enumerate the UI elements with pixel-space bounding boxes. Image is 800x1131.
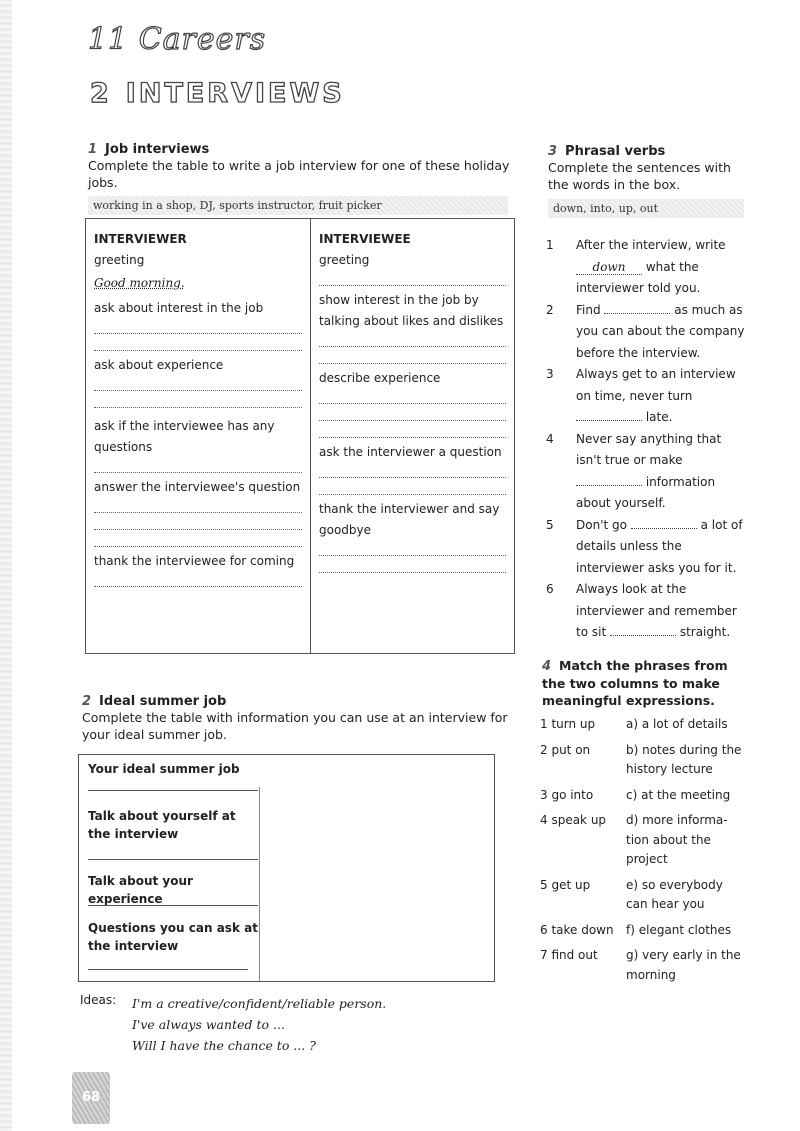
answer-line[interactable] bbox=[94, 500, 302, 513]
sentence-end: straight. bbox=[679, 625, 731, 639]
match-right: d) more informa-tion about the project bbox=[626, 813, 728, 866]
sentence-start: After the interview, write bbox=[576, 238, 726, 252]
word-box: down, into, up, out bbox=[548, 199, 744, 218]
match-left: 1 turn up bbox=[540, 717, 596, 731]
section-title-text: INTERVIEWS bbox=[125, 78, 345, 109]
match-row bbox=[540, 876, 760, 915]
match-right: e) so everybody can hear you bbox=[626, 877, 723, 911]
sentence-start: Never say anything that isn't true or make bbox=[576, 431, 722, 467]
row-divider bbox=[88, 859, 258, 860]
sentence bbox=[546, 429, 746, 515]
answer-line[interactable] bbox=[319, 560, 506, 573]
sentence-end: late. bbox=[645, 410, 673, 424]
answer-line[interactable] bbox=[94, 395, 302, 408]
prompt: ask if the interviewee has any questions bbox=[94, 419, 275, 454]
prompt: thank the interviewer and say goodbye bbox=[319, 502, 500, 537]
answer-line[interactable] bbox=[319, 465, 506, 478]
row-label: Questions you can ask at the interview bbox=[88, 921, 258, 953]
match-right: c) at the meeting bbox=[626, 787, 731, 802]
answer-blank[interactable] bbox=[604, 301, 670, 314]
match-left: 5 get up bbox=[540, 877, 591, 892]
prompt: greeting bbox=[319, 253, 370, 267]
summer-job-table bbox=[78, 754, 495, 982]
section-number: 2 bbox=[90, 78, 112, 109]
sentence-number: 4 bbox=[546, 431, 554, 446]
match-row bbox=[540, 741, 760, 780]
sentence bbox=[546, 579, 746, 644]
sentence-end: a lot of details unless the interviewer asks you for it. bbox=[576, 517, 743, 575]
answer-blank[interactable] bbox=[576, 408, 642, 421]
sentence-end: what the interviewer told you. bbox=[576, 259, 701, 295]
prompt: ask the interviewer a question bbox=[319, 445, 502, 459]
sentence-start: Don't go bbox=[576, 517, 627, 532]
interviewer-header: INTERVIEWER bbox=[94, 232, 187, 246]
prompt: greeting bbox=[94, 253, 145, 267]
answer-line[interactable] bbox=[319, 351, 506, 364]
sentence-start: Always look at the interviewer and remember to sit bbox=[576, 582, 737, 639]
idea-list bbox=[132, 993, 492, 1056]
exercise-instruction: Complete the table to write a job interview for one of these holiday jobs. bbox=[88, 158, 510, 190]
answer-line[interactable] bbox=[94, 321, 302, 334]
prompt: describe experience bbox=[319, 371, 441, 385]
answer-line[interactable] bbox=[319, 543, 506, 556]
sentence bbox=[546, 515, 746, 580]
sentence-start: Always get to an interview on time, never turn bbox=[576, 367, 736, 403]
answer-line[interactable] bbox=[94, 338, 302, 351]
match-list bbox=[540, 715, 760, 985]
sentence-list bbox=[546, 235, 746, 644]
match-right: a) a lot of details bbox=[626, 717, 728, 731]
idea: I've always wanted to ... bbox=[132, 1017, 285, 1032]
match-left: 2 put on bbox=[540, 742, 591, 757]
row-divider bbox=[88, 905, 258, 906]
match-right: f) elegant clothes bbox=[626, 922, 732, 937]
answer-area[interactable] bbox=[263, 763, 488, 977]
sentence-end: as much as you can about the company before the interview. bbox=[576, 302, 745, 360]
exercise-title: Phrasal verbs bbox=[565, 144, 666, 159]
match-row bbox=[540, 715, 760, 735]
unit-title: 11 Careers bbox=[88, 22, 267, 57]
answer-blank[interactable] bbox=[610, 623, 676, 636]
row-label: Talk about your experience bbox=[88, 874, 193, 906]
match-row bbox=[540, 786, 760, 806]
sentence-number: 2 bbox=[546, 302, 554, 317]
exercise-instruction: Complete the table with information you can use at an interview for your ideal summer job. bbox=[82, 710, 508, 742]
sentence bbox=[546, 364, 746, 429]
exercise-title: Job interviews bbox=[105, 142, 210, 157]
row-divider bbox=[88, 969, 248, 970]
answer-line[interactable] bbox=[319, 482, 506, 495]
match-left: 3 go into bbox=[540, 787, 594, 802]
prompt: thank the interviewee for coming bbox=[94, 554, 295, 568]
prompt: show interest in the job by talking about likes and dislikes bbox=[319, 293, 504, 328]
answer-blank[interactable] bbox=[576, 473, 642, 486]
match-left: 4 speak up bbox=[540, 813, 607, 827]
prompt: ask about experience bbox=[94, 358, 224, 372]
interviewee-header: INTERVIEWEE bbox=[319, 232, 411, 246]
ideas-label: Ideas: bbox=[80, 993, 117, 1007]
match-right: b) notes during the history lecture bbox=[626, 742, 742, 776]
sentence-end: information about yourself. bbox=[576, 474, 716, 510]
sentence-number: 1 bbox=[546, 238, 554, 252]
exercise-instruction: Match the phrases from the two columns to make meaningful expressions. bbox=[542, 658, 728, 708]
sentence-number: 5 bbox=[546, 517, 554, 532]
match-left: 7 find out bbox=[540, 948, 598, 962]
interviewer-column bbox=[94, 229, 302, 587]
sentence-start: Find bbox=[576, 302, 601, 317]
answer-line[interactable] bbox=[319, 273, 506, 286]
sentence bbox=[546, 235, 746, 300]
answer-line[interactable] bbox=[319, 334, 506, 347]
exercise-instruction: Complete the sentences with the words in the box. bbox=[548, 160, 731, 192]
exercise-title: Ideal summer job bbox=[99, 694, 227, 709]
section-title bbox=[90, 78, 359, 109]
answer-line[interactable] bbox=[319, 391, 506, 404]
match-row bbox=[540, 921, 760, 941]
sentence-number: 3 bbox=[546, 367, 554, 381]
row-divider bbox=[88, 790, 258, 791]
prompt: answer the interviewee's question bbox=[94, 480, 301, 494]
answer-line[interactable] bbox=[319, 425, 506, 438]
page-number: 68 bbox=[72, 1072, 110, 1124]
answer-line[interactable] bbox=[94, 534, 302, 547]
exercise-number: 2 bbox=[82, 694, 92, 709]
exercise-number: 3 bbox=[548, 144, 558, 159]
exercise-3 bbox=[548, 140, 748, 218]
answer-line[interactable] bbox=[94, 378, 302, 391]
row-label: Your ideal summer job bbox=[88, 762, 240, 776]
sentence bbox=[546, 300, 746, 365]
scan-edge bbox=[0, 0, 12, 1131]
exercise-4 bbox=[542, 657, 752, 709]
interviewee-column bbox=[319, 229, 506, 573]
answer-line[interactable] bbox=[94, 460, 302, 473]
exercise-number: 4 bbox=[542, 659, 552, 674]
match-row bbox=[540, 811, 760, 870]
example-answer: down bbox=[576, 260, 642, 275]
match-right: g) very early in the morning bbox=[626, 948, 741, 982]
answer-line[interactable] bbox=[319, 408, 506, 421]
word-box: working in a shop, DJ, sports instructor, fruit picker bbox=[88, 196, 508, 215]
idea: Will I have the chance to ... ? bbox=[132, 1038, 316, 1053]
exercise-number: 1 bbox=[88, 142, 98, 157]
handwritten-answer: Good morning. bbox=[94, 276, 185, 290]
interview-table bbox=[85, 218, 515, 654]
answer-line[interactable] bbox=[94, 517, 302, 530]
prompt: ask about interest in the job bbox=[94, 301, 264, 315]
exercise-1 bbox=[88, 138, 518, 215]
answer-line[interactable] bbox=[94, 574, 302, 587]
match-left: 6 take down bbox=[540, 922, 614, 937]
answer-blank[interactable] bbox=[631, 516, 697, 529]
row-label: Talk about yourself at the interview bbox=[88, 809, 236, 841]
idea: I'm a creative/confident/reliable person. bbox=[132, 996, 387, 1011]
sentence-number: 6 bbox=[546, 582, 554, 596]
match-row bbox=[540, 946, 760, 985]
exercise-2 bbox=[82, 690, 512, 743]
